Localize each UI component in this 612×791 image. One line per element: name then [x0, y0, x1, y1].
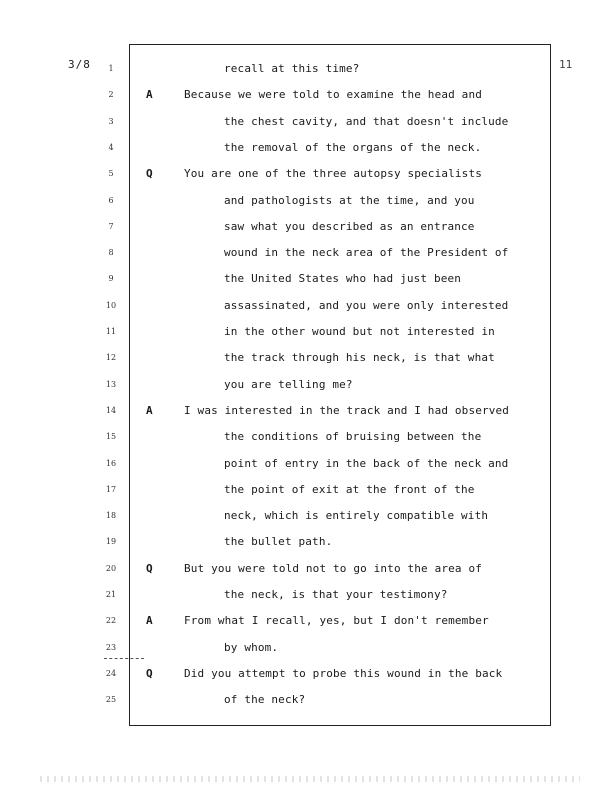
line-number: 18	[105, 511, 117, 521]
transcript-line-text: of the neck?	[224, 693, 306, 707]
transcript-line-text: the United States who had just been	[224, 272, 462, 286]
line-number: 6	[108, 195, 114, 205]
speaker-label: A	[146, 403, 153, 417]
line-number: 16	[105, 458, 117, 468]
margin-dash-mark	[104, 658, 144, 659]
line-number: 3	[108, 116, 114, 126]
line-number: 4	[108, 142, 114, 152]
line-number: 24	[105, 668, 117, 678]
line-number: 5	[108, 169, 114, 179]
transcript-line-text: Did you attempt to probe this wound in the back	[184, 666, 503, 680]
line-number: 25	[105, 695, 117, 705]
transcript-line-text: the point of exit at the front of the	[224, 482, 475, 496]
scan-artifact	[40, 776, 580, 782]
transcript-line-text: the track through his neck, is that what	[224, 351, 495, 365]
transcript-line-text: the removal of the organs of the neck.	[224, 140, 482, 154]
page-number-left: 3/8	[68, 58, 91, 71]
transcript-line-text: But you were told not to go into the area of	[184, 561, 482, 575]
transcript-line-text: the chest cavity, and that doesn't include	[224, 114, 509, 128]
line-number: 17	[105, 484, 117, 494]
line-number: 11	[105, 327, 117, 336]
transcript-line-text: point of entry in the back of the neck and	[224, 456, 509, 470]
transcript-line-text: recall at this time?	[224, 62, 360, 75]
line-number: 15	[105, 432, 117, 442]
transcript-line-text: You are one of the three autopsy specialists	[184, 167, 482, 181]
speaker-label: A	[146, 88, 153, 102]
page-number-right: 11	[559, 58, 573, 71]
line-number: 21	[105, 590, 117, 599]
transcript-line-text: the bullet path.	[224, 535, 333, 549]
line-number: 22	[105, 616, 117, 626]
speaker-label: Q	[146, 666, 153, 680]
transcript-line-text: assassinated, and you were only interested	[224, 298, 509, 312]
line-number: 14	[105, 405, 117, 415]
line-number: 20	[105, 563, 117, 573]
transcript-line-text: you are telling me?	[224, 377, 353, 391]
transcript-line-text: saw what you described as an entrance	[224, 219, 475, 233]
transcript-line-text: the neck, is that your testimony?	[224, 588, 448, 601]
transcript-line-text: the conditions of bruising between the	[224, 430, 482, 444]
speaker-label: Q	[146, 167, 153, 181]
line-number: 9	[108, 274, 114, 284]
transcript-line-text: wound in the neck area of the President of	[224, 246, 509, 260]
line-number: 2	[108, 90, 114, 100]
line-number: 19	[105, 537, 117, 547]
transcript-line-text: Because we were told to examine the head and	[184, 88, 482, 102]
transcript-line-text: in the other wound but not interested in	[224, 325, 495, 338]
line-number: 12	[105, 353, 117, 363]
transcript-line-text: neck, which is entirely compatible with	[224, 509, 489, 523]
line-number: 23	[105, 642, 117, 652]
line-number: 1	[108, 64, 114, 73]
transcript-line-text: From what I recall, yes, but I don't remember	[184, 614, 489, 628]
line-number: 10	[105, 300, 117, 310]
line-number: 8	[108, 248, 114, 258]
line-number: 13	[105, 379, 117, 389]
transcript-line-text: by whom.	[224, 640, 279, 654]
speaker-label: A	[146, 614, 153, 628]
transcript-line-text: I was interested in the track and I had observed	[184, 403, 510, 417]
transcript-left-rule	[129, 44, 130, 726]
transcript-line-text: and pathologists at the time, and you	[224, 193, 475, 207]
speaker-label: Q	[146, 561, 153, 575]
line-number: 7	[108, 221, 114, 231]
